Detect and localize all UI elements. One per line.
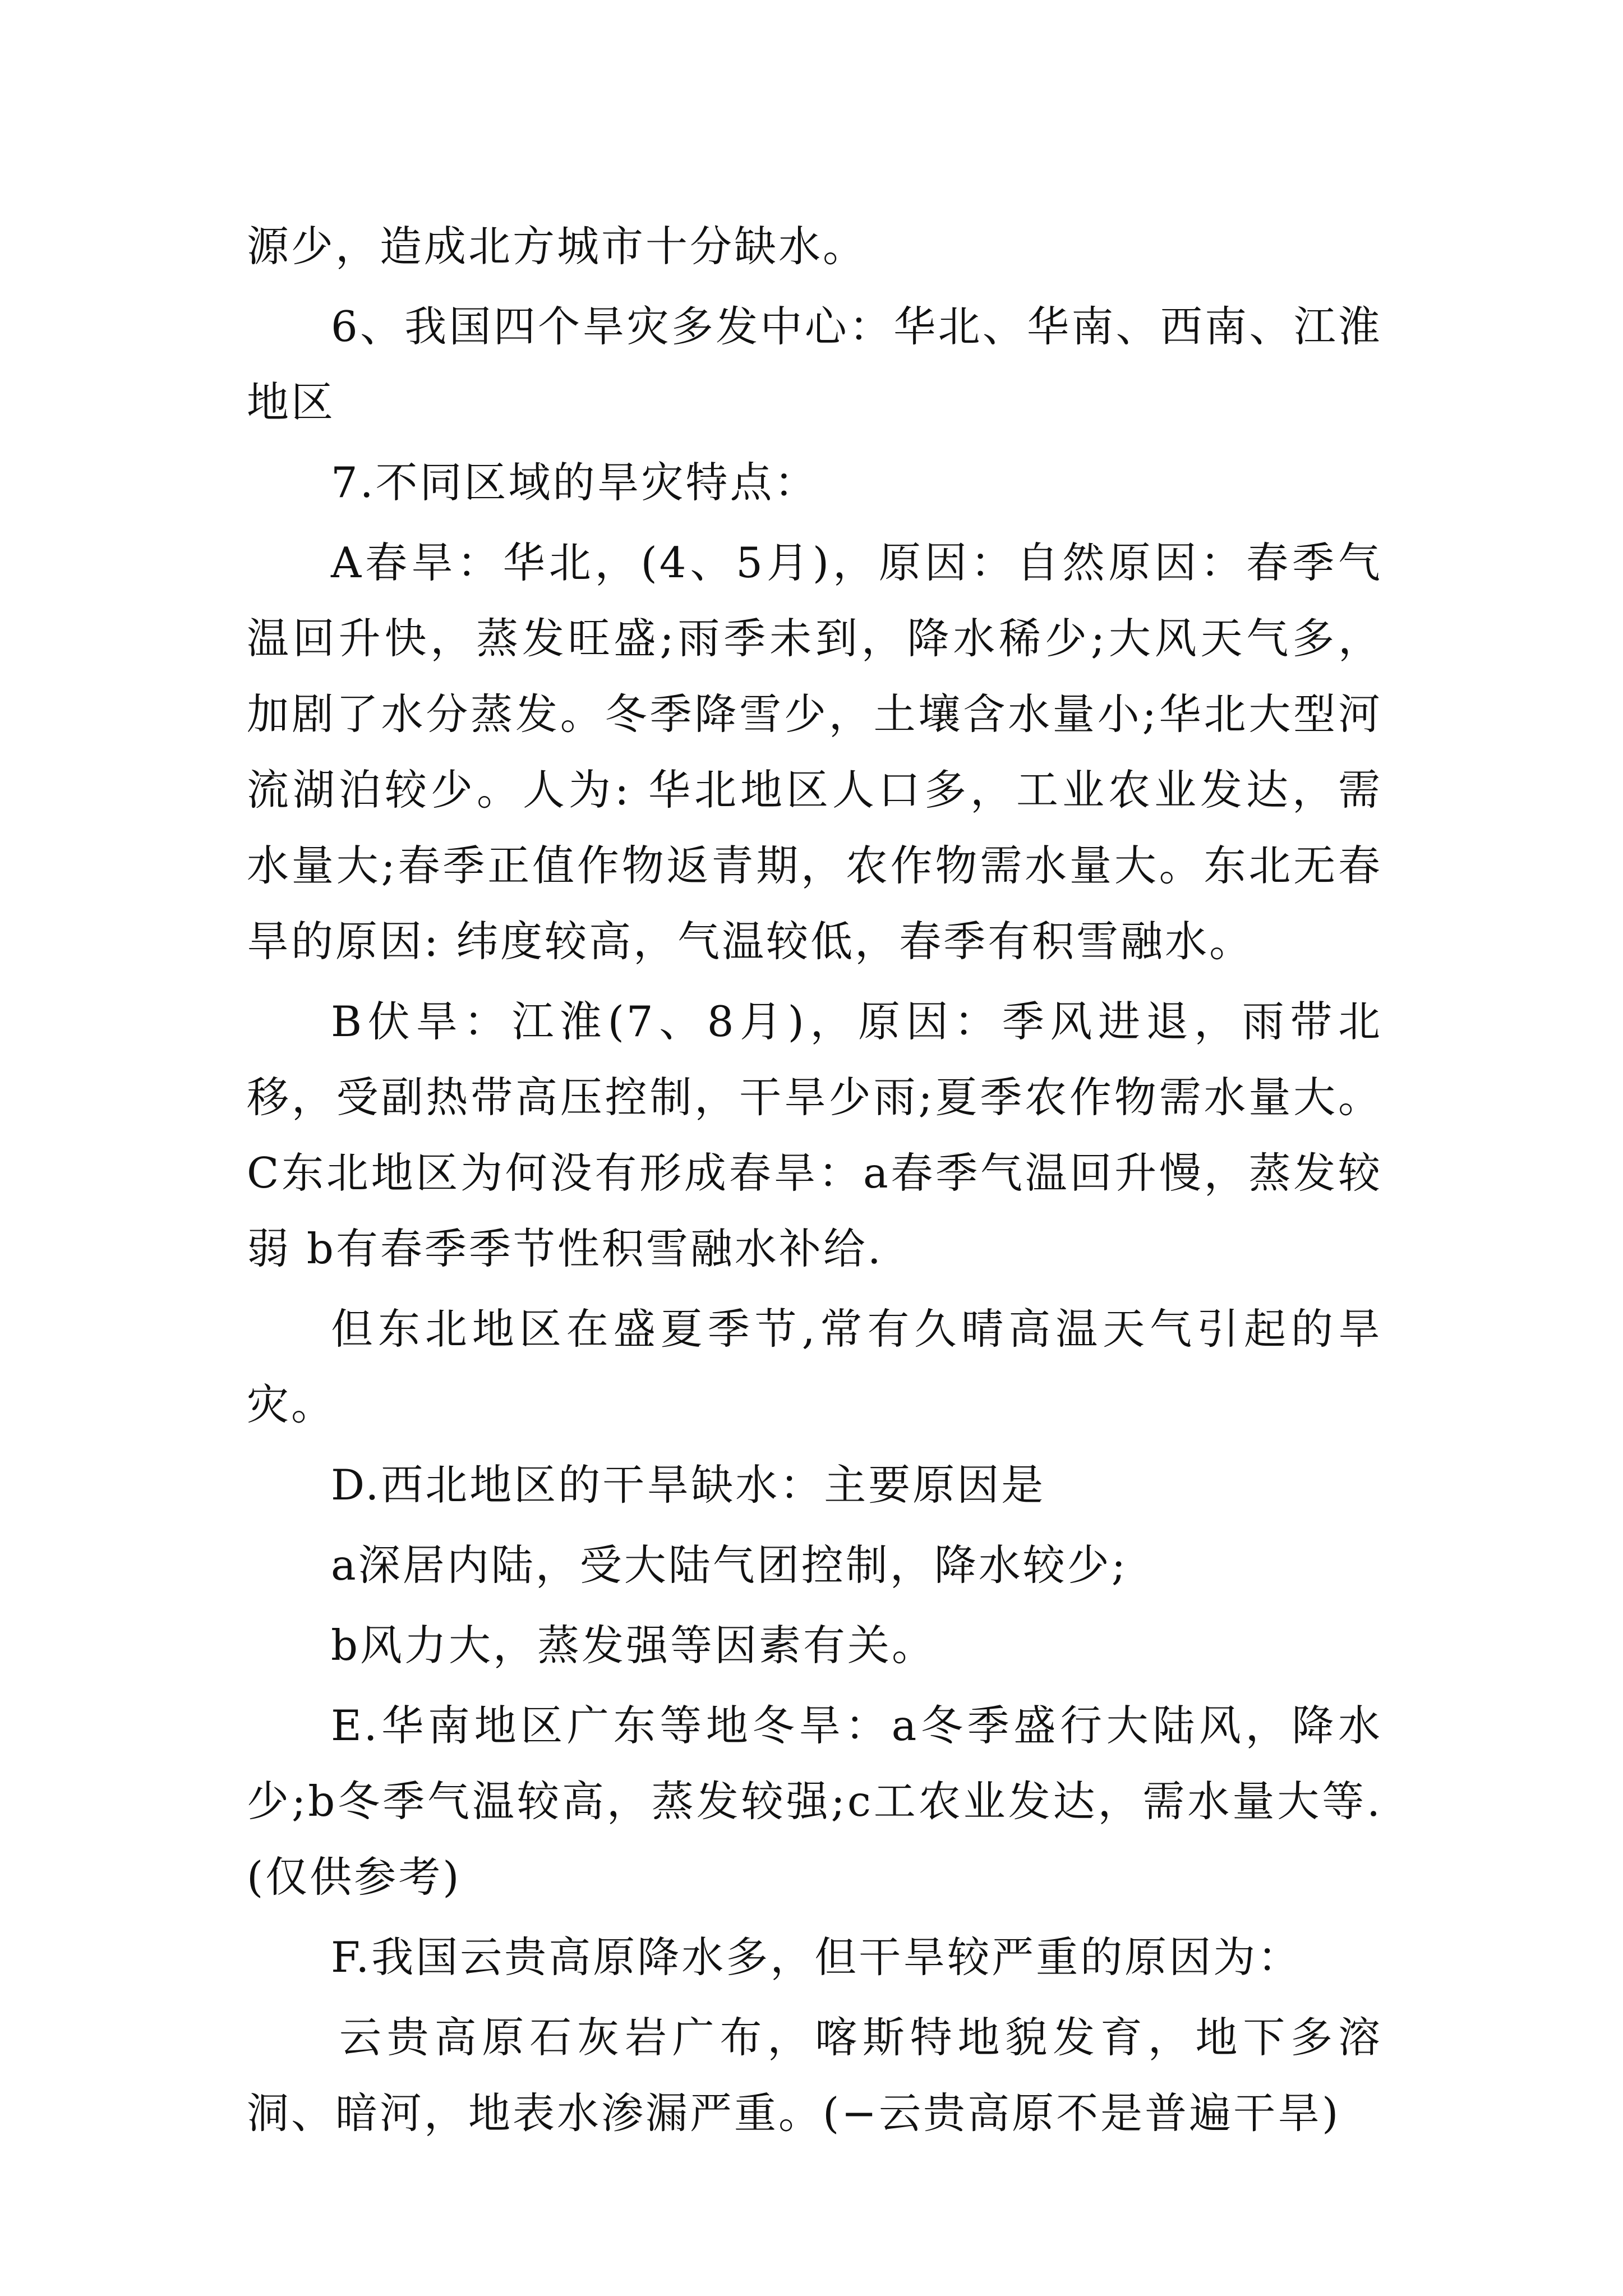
paragraph-f-yungui-heading: F.我国云贵高原降水多，但干旱较严重的原因为： bbox=[331, 1932, 1302, 1982]
paragraph-continuation: 源少，造成北方城市十分缺水。 bbox=[247, 222, 868, 271]
paragraph-b-summer-drought: B伏旱：江淮(7、8月)，原因：季风进退，雨带北移，受副热带高压控制，干旱少雨;夏季农作物需水量大。 C东北地区为何没有形成春旱：a春季气温回升慢，蒸发较弱 b有春季季节性积雪融水补给. bbox=[247, 997, 1382, 1273]
paragraph-northeast-summer: 但东北地区在盛夏季节,常有久晴高温天气引起的旱灾。 bbox=[247, 1304, 1382, 1429]
paragraph-f-yungui-reason: 云贵高原石灰岩广布，喀斯特地貌发育，地下多溶洞、暗河，地表水渗漏严重。(−云贵高原不是普遍干旱) bbox=[247, 2013, 1382, 2138]
paragraph-e-south-winter: E.华南地区广东等地冬旱：a冬季盛行大陆风，降水少;b冬季气温较高，蒸发较强;c工农业发达，需水量大等.(仅供参考) bbox=[247, 1701, 1382, 1902]
document-page bbox=[247, 209, 1382, 2151]
paragraph-d-reason-b: b风力大，蒸发强等因素有关。 bbox=[331, 1621, 937, 1670]
paragraph-d-reason-a: a深居内陆，受大陆气团控制，降水较少; bbox=[331, 1540, 1128, 1590]
paragraph-a-spring-drought: A春旱：华北，(4、5月)，原因：自然原因：春季气温回升快，蒸发旺盛;雨季未到，降水稀少;大风天气多，加剧了水分蒸发。冬季降雪少，土壤含水量小;华北大型河流湖泊较少。人为: 华北地区人口多，工业农业发达，需水量大;春季正值作物返青期，农作物需水量大。东北无春旱的原因: 纬度较高，气温较低，春季有积雪融水。 bbox=[247, 538, 1382, 966]
paragraph-7-heading: 7.不同区域的旱灾特点： bbox=[331, 458, 819, 507]
paragraph-d-northwest: D.西北地区的干旱缺水：主要原因是 bbox=[331, 1460, 1046, 1510]
paragraph-6-drought-centers: 6、我国四个旱灾多发中心：华北、华南、西南、江淮地区 bbox=[247, 302, 1382, 427]
